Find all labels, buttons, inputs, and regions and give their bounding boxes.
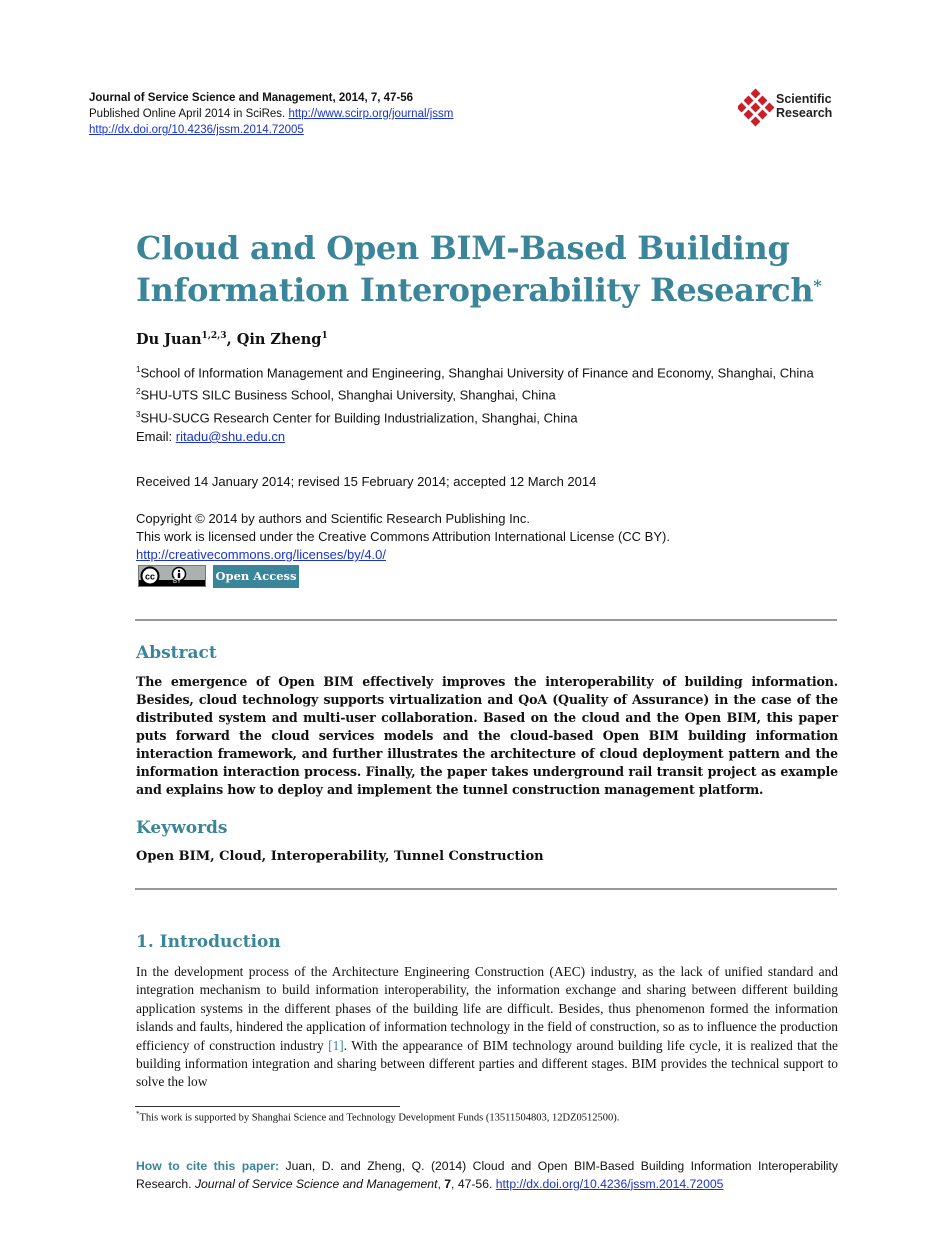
title-line2: Information Interoperability Research — [136, 271, 814, 309]
cite-label: How to cite this paper: — [136, 1159, 280, 1173]
published-text: Published Online April 2014 in SciRes. — [89, 108, 286, 120]
paper-title — [136, 227, 856, 311]
published-line — [89, 106, 453, 122]
email-line — [136, 427, 836, 446]
affiliation-3-number: 3 — [136, 409, 141, 419]
license-url-link[interactable]: http://creativecommons.org/licenses/by/4.0/ — [136, 547, 387, 562]
email-link[interactable]: ritadu@shu.edu.cn — [175, 428, 286, 444]
logo-diamonds-icon — [738, 88, 776, 128]
introduction-text — [136, 963, 838, 1092]
logo-text — [776, 92, 832, 120]
intro-text-part2: . With the appearance of BIM technology around building life cycle, it is realized that the building information integration and sharing between different parties and different stages. BIM provides the technical support to solve the low — [136, 1037, 839, 1090]
journal-header — [89, 90, 453, 138]
cite-text: Juan, D. and Zheng, Q. (2014) Cloud and Open BIM-Based Building Information Interoperability Research. — [136, 1159, 838, 1191]
journal-citation-line: Journal of Service Science and Management, 2014, 7, 47-56 — [89, 92, 414, 104]
copyright-block — [136, 510, 670, 564]
copyright-line: Copyright © 2014 by authors and Scientific Research Publishing Inc. — [136, 511, 531, 526]
cite-journal: Journal of Service Science and Management — [194, 1176, 438, 1191]
reference-link-1[interactable]: [1] — [328, 1037, 344, 1053]
cite-volume: 7 — [444, 1176, 452, 1191]
logo-text-line2: Research — [776, 106, 833, 120]
how-to-cite — [136, 1158, 838, 1193]
affiliation-1-number: 1 — [136, 365, 141, 374]
affiliation-2-number: 2 — [136, 387, 141, 397]
affiliation-1 — [136, 360, 836, 382]
doi-link[interactable]: http://dx.doi.org/10.4236/jssm.2014.72005 — [89, 124, 304, 136]
footnote — [136, 1110, 619, 1124]
author-2: Qin Zheng — [236, 331, 322, 348]
logo-text-line1: Scientific — [776, 92, 832, 106]
divider-top — [135, 619, 837, 621]
received-dates: Received 14 January 2014; revised 15 February 2014; accepted 12 March 2014 — [136, 474, 597, 489]
author-2-affil: 1 — [321, 331, 328, 342]
cite-sep: , — [437, 1176, 445, 1191]
footnote-text: This work is supported by Shanghai Science and Technology Development Funds (13511504803, 12DZ0512500). — [139, 1112, 620, 1124]
footnote-mark: * — [136, 1110, 140, 1118]
keywords-heading: Keywords — [136, 818, 228, 838]
open-access-badge[interactable]: Open Access — [213, 565, 299, 588]
affiliation-1-text: School of Information Management and Engineering, Shanghai University of Finance and Economy, Shanghai, China — [140, 365, 814, 381]
affiliation-3-text: SHU-SUCG Research Center for Building Industrialization, Shanghai, China — [140, 409, 578, 425]
cite-doi-link[interactable]: http://dx.doi.org/10.4236/jssm.2014.72005 — [495, 1176, 724, 1191]
affiliation-3 — [136, 405, 836, 427]
author-separator: , — [226, 331, 237, 348]
author-1: Du Juan — [136, 331, 202, 348]
intro-text-part1: In the development process of the Architecture Engineering Construction (AEC) industry, as the lack of unified standard and integration mechanism to build information interoperability, the information exchange and sharing between different building application systems in the different phases of the building life are difficult. Besides, thus phenomenon formed the information islands and faults, hindered the application of information technology in the field of construction, so as to influence the production efficiency of construction industry — [136, 964, 838, 1053]
affiliations — [136, 360, 836, 446]
journal-url-link[interactable]: http://www.scirp.org/journal/jssm — [288, 108, 454, 120]
cc-by-label: BY — [173, 579, 182, 585]
keywords-text: Open BIM, Cloud, Interoperability, Tunnel Construction — [136, 849, 544, 864]
affiliation-2-text: SHU-UTS SILC Business School, Shanghai University, Shanghai, China — [140, 387, 556, 403]
introduction-heading: 1. Introduction — [136, 932, 281, 952]
author-1-affil: 1,2,3 — [201, 331, 227, 342]
email-label: Email: — [136, 428, 176, 444]
scientific-research-logo — [738, 88, 848, 128]
divider-bottom — [135, 888, 837, 890]
license-line: This work is licensed under the Creative Commons Attribution International License (CC BY). — [136, 529, 670, 544]
authors — [136, 331, 328, 348]
cite-pages: , 47-56. — [451, 1176, 496, 1191]
title-line1: Cloud and Open BIM-Based Building — [136, 229, 790, 267]
abstract-text: The emergence of Open BIM effectively improves the interoperability of building information. Besides, cloud technology supports virtualization and QoA (Quality of Assurance) in the case of the distributed system and multi-user collaboration. Based on the cloud and the Open BIM, this paper puts forward the cloud services models and the cloud-based Open BIM building information interaction framework, and further illustrates the architecture of cloud deployment pattern and the information interaction process. Finally, the paper takes underground rail transit project as example and explains how to deploy and implement the tunnel construction management platform. — [136, 674, 838, 797]
affiliation-2 — [136, 382, 836, 404]
abstract-heading: Abstract — [136, 643, 217, 663]
title-footnote-mark: * — [813, 276, 822, 295]
cc-license-icon — [139, 566, 205, 586]
footnote-rule — [135, 1106, 400, 1107]
cc-by-badge[interactable] — [138, 565, 206, 587]
svg-text:cc: cc — [144, 571, 156, 582]
